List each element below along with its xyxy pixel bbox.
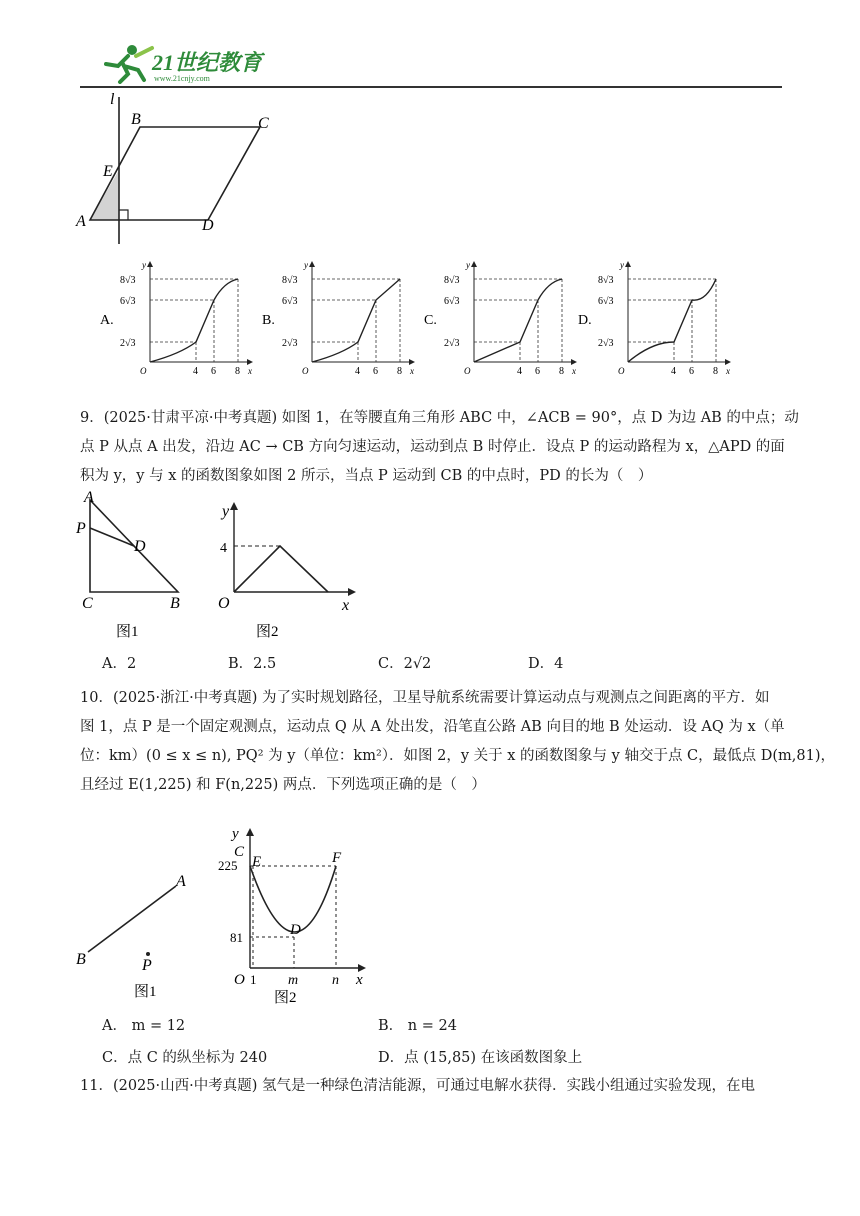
q8-y-tick: 8√3 <box>444 275 460 286</box>
q8-axis-O: O <box>618 366 625 376</box>
q9-figure1 <box>72 486 192 646</box>
q8-axis-x: x <box>248 366 252 376</box>
logo-sub-text: www.21cnjy.com <box>154 74 210 83</box>
q8-axis-O: O <box>302 366 309 376</box>
q8-y-tick: 6√3 <box>598 296 614 307</box>
q8-y-tick: 2√3 <box>120 338 136 349</box>
q8-x-tick: 4 <box>671 366 676 377</box>
q10-option-d[interactable]: D．点 (15,85) 在该函数图象上 <box>378 1050 583 1066</box>
q10-fig2-y225: 225 <box>218 858 238 873</box>
q8-y-tick: 8√3 <box>282 275 298 286</box>
q9-fig1-caption: 图1 <box>116 624 139 640</box>
q10-fig2-E: E <box>252 854 262 870</box>
q8-graph-curve <box>312 279 400 362</box>
q10-label-B: B <box>76 951 86 968</box>
q10-fig2-F: F <box>332 850 342 866</box>
q10-label-A: A <box>176 873 186 890</box>
q8-axis-y: y <box>304 260 308 270</box>
q10-fig2-caption: 图2 <box>274 990 297 1006</box>
q8-option-graph <box>262 258 422 378</box>
q8-y-tick: 6√3 <box>120 296 136 307</box>
q9-fig2-peak: 4 <box>220 541 227 556</box>
q8-axis-x: x <box>410 366 414 376</box>
label-l: l <box>110 92 115 108</box>
q10-option-b[interactable]: B． n = 24 <box>378 1018 457 1034</box>
q8-y-tick: 2√3 <box>282 338 298 349</box>
q10-figure2 <box>212 822 376 1006</box>
q9-label-B: B <box>170 595 180 612</box>
q9-line2: 点 P 从点 A 出发，沿边 AC → CB 方向匀速运动，运动到点 B 时停止．设点 P 的运动路程为 x，△APD 的面 <box>80 439 785 455</box>
header-divider <box>80 86 782 88</box>
q8-x-tick: 6 <box>211 366 216 377</box>
runner-icon <box>106 45 152 82</box>
q10-line1: 10．(2025·浙江·中考真题) 为了实时规划路径，卫星导航系统需要计算运动点与观测点之间距离的平方．如 <box>80 690 770 706</box>
q8-x-tick: 8 <box>397 366 402 377</box>
q10-fig2-x1: 1 <box>250 972 257 987</box>
q8-option-letter: B. <box>262 313 275 328</box>
q8-graph-curve <box>150 279 238 362</box>
q8-x-tick: 4 <box>517 366 522 377</box>
q8-axis-y: y <box>620 260 624 270</box>
q8-option-graph <box>100 258 260 378</box>
q8-x-tick: 6 <box>689 366 694 377</box>
q10-line2: 图 1，点 P 是一个固定观测点，运动点 Q 从 A 处出发，沿笔直公路 AB 向目的地 B 处运动．设 AQ 为 x（单 <box>80 719 785 735</box>
q10-option-c[interactable]: C．点 C 的纵坐标为 240 <box>102 1050 268 1066</box>
q10-fig2-C: C <box>234 844 245 860</box>
q8-x-tick: 8 <box>713 366 718 377</box>
q9-line3: 积为 y，y 与 x 的函数图象如图 2 所示，当点 P 运动到 CB 的中点时，PD 的长为（ ） <box>80 468 653 484</box>
q8-x-tick: 4 <box>355 366 360 377</box>
label-B: B <box>131 111 141 128</box>
q8-y-tick: 2√3 <box>598 338 614 349</box>
logo-main-text: 21世纪教育 <box>152 50 263 75</box>
q8-y-tick: 8√3 <box>598 275 614 286</box>
q9-fig2-x: x <box>342 597 350 614</box>
q8-x-tick: 6 <box>373 366 378 377</box>
q8-axis-y: y <box>466 260 470 270</box>
q8-option-graph <box>424 258 584 378</box>
q10-fig2-y81: 81 <box>230 930 243 945</box>
q8-graph-curve <box>628 279 716 362</box>
q10-option-a[interactable]: A． m = 12 <box>102 1018 186 1034</box>
q8-option-d[interactable] <box>578 258 738 382</box>
q10-fig2-x: x <box>356 972 363 988</box>
logo <box>98 42 268 84</box>
q8-option-letter: A. <box>100 313 114 328</box>
q9-option-a[interactable]: A．2 <box>102 656 137 672</box>
label-E: E <box>103 163 113 180</box>
q10-line3: 位：km）(0 ≤ x ≤ n), PQ² 为 y（单位：km²）．如图 2，y 关于 x 的函数图象与 y 轴交于点 C，最低点 D(m,81)， <box>80 748 836 764</box>
q8-x-tick: 8 <box>559 366 564 377</box>
q8-option-letter: C. <box>424 313 437 328</box>
q9-label-A: A <box>84 489 94 506</box>
q8-option-a[interactable] <box>100 258 260 382</box>
q10-fig2-xm: m <box>288 973 299 988</box>
q9-label-P: P <box>76 520 86 537</box>
q8-x-tick: 8 <box>235 366 240 377</box>
q9-line1: 9．(2025·甘肃平凉·中考真题) 如图 1，在等腰直角三角形 ABC 中，∠ACB = 90°，点 D 为边 AB 的中点；动 <box>80 410 799 426</box>
q10-fig2-D: D <box>290 922 301 938</box>
q8-y-tick: 2√3 <box>444 338 460 349</box>
q10-fig1-caption: 图1 <box>134 984 157 1000</box>
q9-figure2 <box>210 500 360 646</box>
label-D: D <box>202 217 214 234</box>
q8-option-graph <box>578 258 738 378</box>
q10-fig2-O: O <box>234 972 245 988</box>
q9-fig2-O: O <box>218 595 230 612</box>
q8-axis-O: O <box>464 366 471 376</box>
q9-option-c[interactable]: C．2√2 <box>378 656 432 672</box>
q9-option-b[interactable]: B．2.5 <box>228 656 277 672</box>
q10-line4: 且经过 E(1,225) 和 F(n,225) 两点．下列选项正确的是（ ） <box>80 777 486 793</box>
q8-x-tick: 4 <box>193 366 198 377</box>
q8-axis-x: x <box>572 366 576 376</box>
q9-label-C: C <box>82 595 93 612</box>
q10-fig2-y: y <box>232 826 239 842</box>
q10-label-P: P <box>142 957 152 974</box>
q8-option-b[interactable] <box>262 258 422 382</box>
q8-x-tick: 6 <box>535 366 540 377</box>
q8-option-letter: D. <box>578 313 592 328</box>
q11-line1: 11．(2025·山西·中考真题) 氢气是一种绿色清洁能源，可通过电解水获得．实践小组通过实验发现，在电 <box>80 1078 755 1094</box>
q9-option-d[interactable]: D．4 <box>528 656 564 672</box>
q10-fig2-xn: n <box>332 973 339 988</box>
q8-y-tick: 6√3 <box>444 296 460 307</box>
q8-option-c[interactable] <box>424 258 584 382</box>
q8-axis-y: y <box>142 260 146 270</box>
q8-axis-x: x <box>726 366 730 376</box>
q9-label-D: D <box>134 538 146 555</box>
q9-fig2-caption: 图2 <box>256 624 279 640</box>
q8-parallelogram-figure <box>70 92 290 252</box>
q8-y-tick: 6√3 <box>282 296 298 307</box>
q10-figure1 <box>72 864 202 1004</box>
q9-fig2-y: y <box>222 503 230 520</box>
label-A: A <box>76 213 86 230</box>
q8-graph-curve <box>474 279 562 362</box>
q8-axis-O: O <box>140 366 147 376</box>
label-C: C <box>258 115 269 132</box>
q8-y-tick: 8√3 <box>120 275 136 286</box>
